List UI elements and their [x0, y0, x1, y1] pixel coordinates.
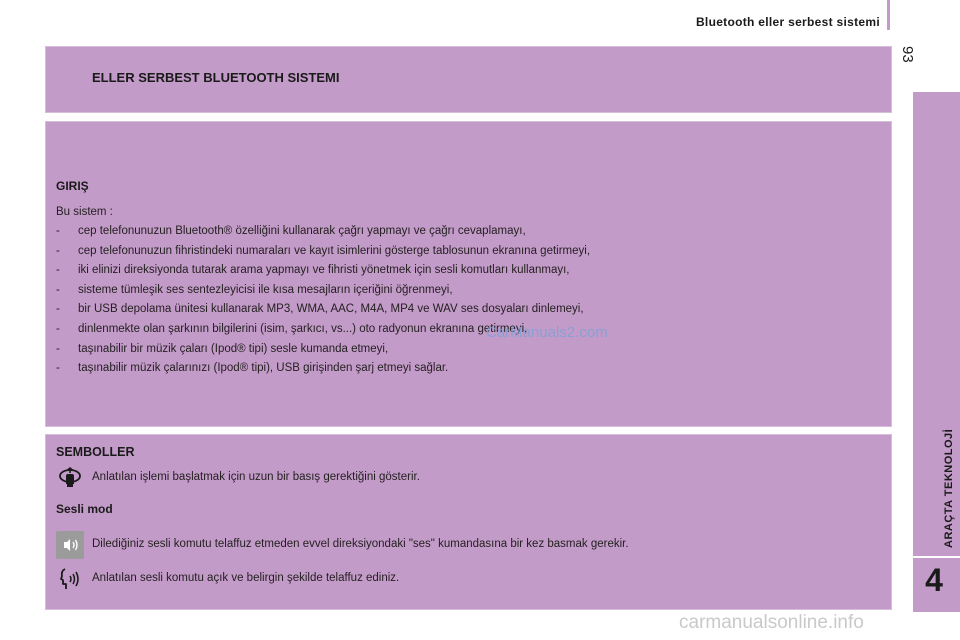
list-item-text: sisteme tümleşik ses sentezleyicisi ile kısa mesajların içeriğini öğrenmeyi, — [78, 283, 453, 296]
long-press-description: Anlatılan işlemi başlatmak için uzun bir basış gerektiğini gösterir. — [92, 471, 420, 483]
chapter-number: 4 — [925, 562, 943, 598]
list-bullet: - — [56, 322, 60, 335]
page-title: ELLER SERBEST BLUETOOTH SISTEMI — [92, 70, 340, 85]
page-number: 93 — [899, 46, 916, 63]
intro-lead: Bu sistem : — [56, 206, 113, 218]
voice-command-button-icon — [56, 531, 84, 559]
list-bullet: - — [56, 283, 60, 296]
chapter-title: ARAÇTA TEKNOLOJİ — [943, 428, 955, 548]
list-item — [56, 343, 590, 363]
watermark-middle: CarManuals2.com — [486, 324, 608, 341]
intro-panel — [45, 121, 892, 427]
symbols-heading: SEMBOLLER — [56, 445, 135, 459]
list-item-text: taşınabilir müzik çalarınızı (Ipod® tipi), USB girişinden şarj etmeyi sağlar. — [78, 362, 449, 375]
list-item-text: taşınabilir bir müzik çaları (Ipod® tipi) sesle kumanda etmeyi, — [78, 342, 389, 355]
list-item-text: cep telefonunuzun fihristindeki numaraları ve kayıt isimlerini gösterge tablosunun ekranına getirmeyi, — [78, 244, 591, 257]
speaking-head-icon — [56, 565, 84, 593]
list-bullet: - — [56, 342, 60, 355]
voice-mode-heading: Sesli mod — [56, 502, 113, 516]
intro-heading: GIRIŞ — [56, 179, 89, 193]
long-press-icon — [56, 464, 84, 492]
running-header-title: Bluetooth eller serbest sistemi — [695, 15, 880, 29]
list-item — [56, 303, 590, 323]
symbol-row-voice-button — [56, 531, 876, 559]
list-item — [56, 225, 590, 245]
list-item-text: bir USB depolama ünitesi kullanarak MP3, WMA, AAC, M4A, MP4 ve WAV ses dosyaları dinlemeyi, — [78, 303, 584, 316]
feature-list — [56, 225, 590, 382]
list-bullet: - — [56, 244, 60, 257]
symbol-row-long-press — [56, 464, 876, 492]
list-bullet: - — [56, 303, 60, 316]
symbols-panel — [45, 434, 892, 610]
watermark-bottom: carmanualsonline.info — [679, 612, 864, 633]
list-item — [56, 264, 590, 284]
list-item — [56, 284, 590, 304]
list-bullet: - — [56, 225, 60, 237]
speak-description: Anlatılan sesli komutu açık ve belirgin şekilde telaffuz ediniz. — [92, 572, 400, 584]
list-item — [56, 245, 590, 265]
title-panel — [45, 46, 892, 113]
list-bullet: - — [56, 264, 60, 277]
side-tab-divider — [913, 556, 960, 558]
list-item-text: cep telefonunuzun Bluetooth® özelliğini kullanarak çağrı yapmayı ve çağrı cevaplamayı, — [78, 225, 526, 237]
symbol-row-speak — [56, 565, 876, 593]
list-item-text: dinlenmekte olan şarkının bilgilerini (isim, şarkıcı, vs...) oto radyonun ekranına getirmeyi, — [78, 322, 528, 335]
voice-button-description: Dilediğiniz sesli komutu telaffuz etmeden evvel direksiyondaki "ses" kumandasına bir kez basmak gerekir. — [92, 538, 629, 550]
header-divider — [887, 0, 890, 30]
list-item — [56, 362, 590, 382]
list-item-text: iki elinizi direksiyonda tutarak arama yapmayı ve fihristi yönetmek için sesli komutları kullanmayı, — [78, 264, 570, 277]
list-bullet: - — [56, 362, 60, 375]
